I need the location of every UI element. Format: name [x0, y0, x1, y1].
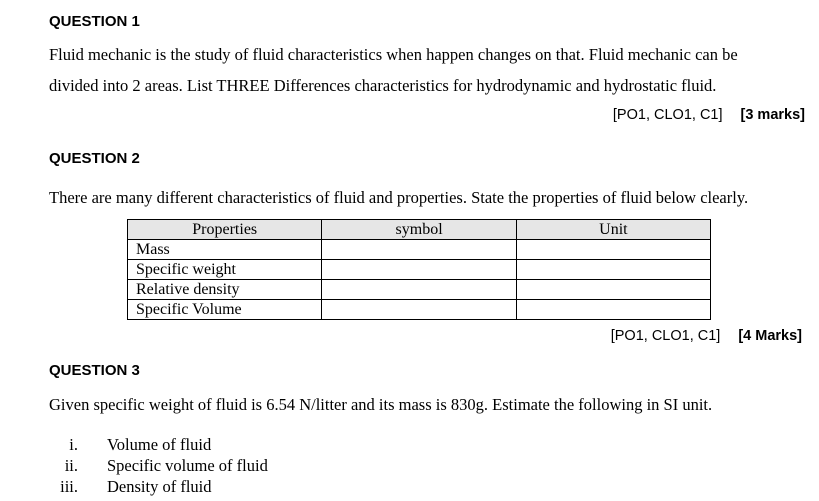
question-1-text-line-1: Fluid mechanic is the study of fluid characteristics when happen changes on that. Fluid mechanic can be — [49, 45, 738, 64]
list-item-number: ii. — [64, 456, 78, 475]
question-1-marks-value: [3 marks] — [740, 107, 805, 123]
list-item — [0, 435, 400, 455]
question-2-marks — [611, 328, 802, 344]
table-row — [128, 300, 711, 320]
list-item-text: Density of fluid — [107, 477, 212, 496]
list-item — [0, 477, 400, 497]
table-header-unit: Unit — [516, 220, 710, 240]
properties-table — [127, 219, 711, 320]
table-cell-property: Specific Volume — [128, 300, 322, 320]
table-cell-symbol — [322, 280, 516, 300]
table-cell-symbol — [322, 240, 516, 260]
list-item-text: Volume of fluid — [107, 435, 212, 454]
list-item-text: Specific volume of fluid — [107, 456, 268, 475]
question-2-marks-value: [4 Marks] — [738, 328, 802, 344]
list-item — [0, 456, 400, 476]
table-cell-property: Mass — [128, 240, 322, 260]
question-1-text-line-2: divided into 2 areas. List THREE Differences characteristics for hydrodynamic and hydrostatic fluid. — [49, 76, 717, 95]
question-1-marks — [613, 107, 805, 123]
table-row — [128, 240, 711, 260]
table-header-properties: Properties — [128, 220, 322, 240]
question-3-text: Given specific weight of fluid is 6.54 N/litter and its mass is 830g. Estimate the following in SI unit. — [49, 395, 713, 414]
table-row — [128, 280, 711, 300]
question-3-heading: QUESTION 3 — [49, 362, 140, 379]
table-cell-property: Specific weight — [128, 260, 322, 280]
list-item-number: i. — [69, 435, 78, 454]
table-cell-unit — [516, 300, 710, 320]
table-cell-property: Relative density — [128, 280, 322, 300]
table-cell-unit — [516, 260, 710, 280]
question-2-heading: QUESTION 2 — [49, 150, 140, 167]
table-header-row — [128, 220, 711, 240]
question-1-heading: QUESTION 1 — [49, 13, 140, 30]
table-cell-symbol — [322, 300, 516, 320]
table-cell-unit — [516, 280, 710, 300]
question-2-reference: [PO1, CLO1, C1] — [610, 328, 721, 344]
table-cell-unit — [516, 240, 710, 260]
table-row — [128, 260, 711, 280]
list-item-number: iii. — [60, 477, 78, 496]
question-2-text: There are many different characteristics of fluid and properties. State the properties of fluid below clearly. — [49, 188, 749, 207]
table-header-symbol: symbol — [322, 220, 516, 240]
table-cell-symbol — [322, 260, 516, 280]
question-1-reference: [PO1, CLO1, C1] — [612, 107, 723, 123]
